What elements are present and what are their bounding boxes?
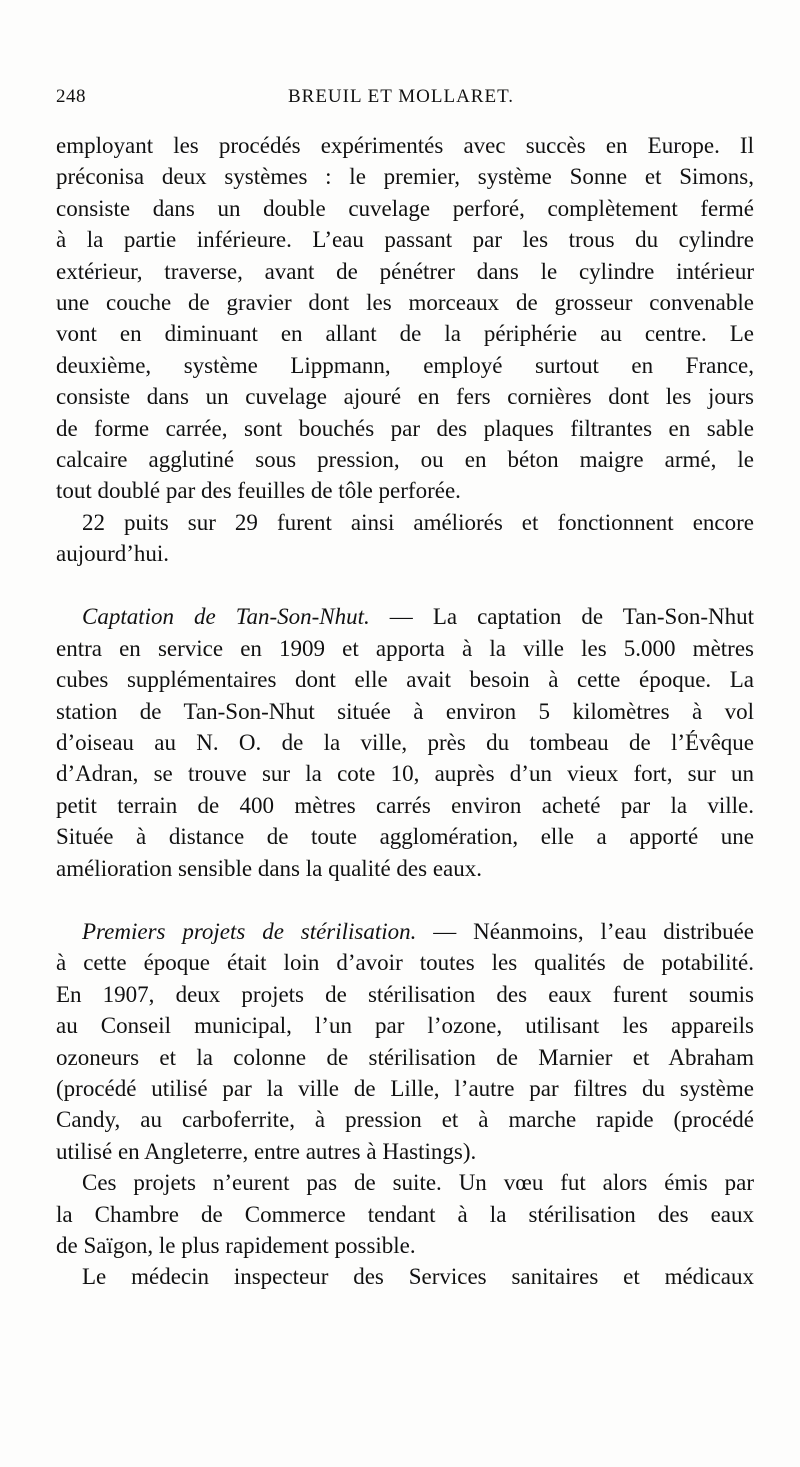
text-line: d’oiseau au N. O. de la ville, près du tombeau de l’Évêque	[56, 730, 754, 756]
text-line: En 1907, deux projets de stérilisation des eaux furent soumis	[56, 981, 754, 1007]
text-line: à la partie inférieure. L’eau passant par les trous du cylindre	[56, 227, 754, 253]
text-line: à cette époque était loin d’avoir toutes les qualités de potabilité.	[56, 950, 754, 976]
text-line: consiste dans un cuvelage ajouré en fers cornières dont les jours	[56, 384, 754, 410]
text-line: au Conseil municipal, l’un par l’ozone, utilisant les appareils	[56, 1013, 754, 1039]
text-line: tout doublé par des feuilles de tôle perforée.	[56, 478, 461, 504]
text-line: Située à distance de toute agglomération, elle a apporté une	[56, 824, 754, 850]
text-line: 22 puits sur 29 furent ainsi améliorés et fonctionnent encore	[82, 509, 754, 535]
text-line: cubes supplémentaires dont elle avait besoin à cette époque. La	[56, 667, 754, 693]
text-run: — Néanmoins, l’eau distribuée	[416, 918, 754, 944]
section-heading-line	[56, 601, 754, 632]
running-head: BREUIL ET MOLLARET.	[287, 86, 515, 107]
section-heading: Premiers projets de stérilisation.	[82, 918, 417, 944]
text-line: d’Adran, se trouve sur la cote 10, auprès d’un vieux fort, sur un	[56, 761, 754, 787]
text-line: de Saïgon, le plus rapidement possible.	[56, 1232, 416, 1258]
body-text	[56, 130, 754, 1293]
text-line: la Chambre de Commerce tendant à la stérilisation des eaux	[56, 1201, 754, 1227]
text-line: deuxième, système Lippmann, employé surtout en France,	[56, 352, 754, 378]
text-line: vont en diminuant en allant de la périphérie au centre. Le	[56, 321, 754, 347]
text-run: — La captation de Tan-Son-Nhut	[369, 604, 754, 630]
section-heading-line	[56, 916, 754, 947]
text-line: consiste dans un double cuvelage perforé, complètement fermé	[56, 195, 754, 221]
text-line: employant les procédés expérimentés avec succès en Europe. Il	[56, 133, 754, 158]
text-line: extérieur, traverse, avant de pénétrer dans le cylindre intérieur	[56, 258, 754, 284]
paragraph-gap	[56, 884, 754, 916]
section-heading: Captation de Tan-Son-Nhut.	[82, 604, 370, 630]
text-line: une couche de gravier dont les morceaux de grosseur convenable	[56, 289, 754, 315]
page-header	[56, 86, 746, 116]
text-line: ozoneurs et la colonne de stérilisation de Marnier et Abraham	[56, 1044, 754, 1070]
page-number: 248	[56, 86, 86, 107]
text-line: (procédé utilisé par la ville de Lille, l’autre par filtres du système	[56, 1075, 754, 1101]
text-line: amélioration sensible dans la qualité des eaux.	[56, 855, 483, 881]
text-line: Candy, au carboferrite, à pression et à marche rapide (procédé	[56, 1107, 754, 1133]
text-line: aujourd’hui.	[56, 541, 170, 567]
text-line: petit terrain de 400 mètres carrés environ acheté par la ville.	[56, 792, 754, 818]
text-line: entra en service en 1909 et apporta à la ville les 5.000 mètres	[56, 635, 754, 661]
text-line: préconisa deux systèmes : le premier, système Sonne et Simons,	[56, 164, 754, 190]
text-line: Ces projets n’eurent pas de suite. Un vœu fut alors émis par	[82, 1170, 754, 1196]
text-line: utilisé en Angleterre, entre autres à Hastings).	[56, 1138, 477, 1164]
text-line: calcaire agglutiné sous pression, ou en béton maigre armé, le	[56, 446, 754, 472]
text-line: Le médecin inspecteur des Services sanitaires et médicaux	[82, 1264, 754, 1290]
paragraph-gap	[56, 569, 754, 601]
text-line: station de Tan-Son-Nhut située à environ 5 kilomètres à vol	[56, 698, 754, 724]
text-line: de forme carrée, sont bouchés par des plaques filtrantes en sable	[56, 415, 754, 441]
